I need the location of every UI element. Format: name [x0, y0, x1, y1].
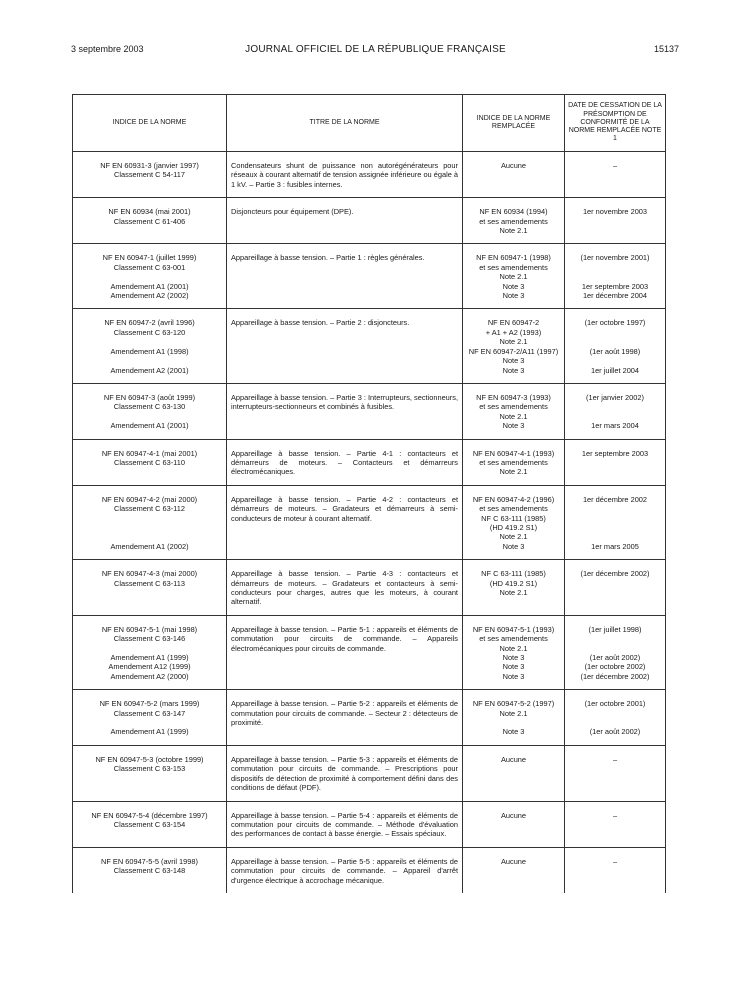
cell-date-line: (1er novembre 2001): [580, 253, 650, 263]
cell-date-line: (1er janvier 2002): [586, 392, 644, 402]
table-header-row: [73, 95, 666, 152]
cell-remplacee-line: Note 3: [502, 365, 525, 375]
cell-remplacee-line: Note 3: [502, 291, 525, 301]
cell-titre: Appareillage à basse tension. – Partie 1 : règles générales.: [227, 244, 463, 309]
column-header-date-cessation: DATE DE CESSATION DE LA PRÉSOMPTION DE CONFORMITÉ DE LA NORME REMPLACÉE NOTE 1: [565, 95, 666, 152]
cell-titre: Appareillage à basse tension. – Partie 3 : Interrupteurs, sectionneurs, interrupteurs-sectionneurs et combinés à fusibles.: [227, 383, 463, 439]
cell-date: [565, 485, 666, 559]
cell-titre: Appareillage à basse tension. – Partie 5-1 : appareils et éléments de commutation pour circuits de commande. – Appareils électromécaniques pour circuits de commande.: [227, 615, 463, 689]
cell-date-line: –: [612, 754, 618, 764]
cell-indice: [73, 560, 227, 616]
cell-remplacee-line: Note 3: [502, 356, 525, 366]
cell-indice: [73, 439, 227, 485]
cell-remplacee-line: NF EN 60947-5-2 (1997): [472, 699, 555, 709]
cell-remplacee-line: Note 3: [502, 541, 525, 551]
cell-date-line: [569, 644, 661, 653]
cell-remplacee-line: Note 2.1: [499, 411, 528, 421]
cell-remplacee-line: et ses amendements: [479, 504, 548, 514]
cell-remplacee-line: et ses amendements: [479, 457, 548, 467]
cell-titre: Appareillage à basse tension. – Partie 4-1 : contacteurs et démarreurs de moteurs. – Contacteurs et démarreurs électromécaniques.: [227, 439, 463, 485]
table-row: [73, 560, 666, 616]
cell-indice-line: NF EN 60947-5-5 (avril 1998): [101, 856, 198, 866]
cell-date-line: [569, 634, 661, 643]
table-row: [73, 485, 666, 559]
page-number: 15137: [653, 44, 679, 54]
cell-indice-line: NF EN 60947-4-3 (mai 2000): [101, 569, 198, 579]
cell-titre: Disjoncteurs pour équipement (DPE).: [227, 198, 463, 244]
cell-remplacee: [463, 244, 565, 309]
cell-indice-line: Classement C 63-130: [113, 402, 186, 412]
cell-date-line: 1er mars 2004: [591, 421, 639, 431]
cell-date-line: [569, 504, 661, 513]
cell-remplacee-line: Aucune: [500, 754, 527, 764]
cell-date-line: 1er septembre 2003: [581, 281, 649, 291]
table-row: [73, 198, 666, 244]
cell-indice-line: Amendement A1 (2001): [110, 421, 189, 431]
table-row: [73, 152, 666, 198]
cell-date-line: 1er novembre 2003: [582, 207, 648, 217]
cell-remplacee: [463, 198, 565, 244]
cell-indice: [73, 745, 227, 801]
cell-date: [565, 847, 666, 893]
cell-remplacee-line: NF C 63-111 (1985): [481, 569, 546, 579]
cell-remplacee: [463, 847, 565, 893]
cell-remplacee-line: Note 2.1: [499, 467, 528, 477]
cell-date: [565, 615, 666, 689]
cell-remplacee-line: NF EN 60947-4-2 (1996): [472, 494, 555, 504]
cell-date-line: (1er juillet 1998): [588, 624, 642, 634]
cell-date-line: (1er août 2002): [589, 727, 641, 737]
cell-remplacee-line: et ses amendements: [479, 216, 548, 226]
table-row: [73, 244, 666, 309]
cell-date-line: [569, 532, 661, 541]
cell-indice: [73, 801, 227, 847]
cell-remplacee: [463, 439, 565, 485]
cell-date: [565, 383, 666, 439]
cell-date-line: 1er septembre 2003: [581, 448, 649, 458]
cell-remplacee-line: Note 3: [502, 281, 525, 291]
cell-remplacee-line: NF EN 60947-5-1 (1993): [472, 624, 555, 634]
cell-titre: Appareillage à basse tension. – Partie 4-3 : contacteurs et démarreurs de moteurs. – Gradateurs et contacteurs à semi-conducteurs pour charges, autres que les moteurs, à courant alternatif.: [227, 560, 463, 616]
cell-indice-line: NF EN 60947-5-3 (octobre 1999): [95, 754, 204, 764]
cell-remplacee-line: Note 2.1: [499, 708, 528, 718]
cell-indice-line: Classement C 63-001: [113, 262, 186, 272]
cell-indice-line: NF EN 60947-5-1 (mai 1998): [101, 624, 198, 634]
cell-indice-line: [77, 412, 222, 421]
cell-indice-line: [77, 356, 222, 365]
cell-indice-line: [77, 337, 222, 346]
cell-indice-line: NF EN 60947-3 (août 1999): [103, 392, 196, 402]
cell-remplacee: [463, 485, 565, 559]
cell-indice-line: Classement C 63-146: [113, 634, 186, 644]
cell-titre: Appareillage à basse tension. – Partie 5-3 : appareils et éléments de commutation pour circuits de commande. – Prescriptions pour dispositifs de détection de proximité à comportement défini dans des conditions de défaut (PDF).: [227, 745, 463, 801]
cell-remplacee-line: NF EN 60947-1 (1998): [476, 253, 551, 263]
cell-indice-line: [77, 514, 222, 523]
cell-remplacee-line: Note 3: [502, 727, 525, 737]
cell-indice-line: NF EN 60947-5-4 (décembre 1997): [91, 810, 208, 820]
cell-remplacee: [463, 745, 565, 801]
table-row: [73, 309, 666, 383]
cell-indice: [73, 485, 227, 559]
cell-indice-line: NF EN 60947-1 (juillet 1999): [102, 253, 197, 263]
cell-remplacee-line: Note 2.1: [499, 272, 528, 282]
cell-date: [565, 801, 666, 847]
cell-indice-line: NF EN 60947-5-2 (mars 1999): [99, 699, 200, 709]
cell-indice-line: Amendement A2 (2001): [110, 365, 189, 375]
cell-indice-line: Amendement A1 (2001): [110, 281, 189, 291]
cell-date: [565, 745, 666, 801]
cell-remplacee-line: Note 3: [502, 671, 525, 681]
cell-indice: [73, 244, 227, 309]
cell-indice-line: Classement C 61-406: [113, 216, 186, 226]
cell-remplacee-line: Note 2.1: [499, 226, 528, 236]
cell-remplacee-line: Aucune: [500, 856, 527, 866]
cell-indice-line: Classement C 63-110: [114, 457, 185, 467]
column-header-titre: TITRE DE LA NORME: [227, 95, 463, 152]
cell-date-line: [569, 272, 661, 281]
cell-indice-line: Classement C 63-154: [113, 819, 186, 829]
cell-date-line: [569, 263, 661, 272]
table-row: [73, 745, 666, 801]
cell-remplacee: [463, 801, 565, 847]
cell-indice-line: NF EN 60934 (mai 2001): [108, 207, 191, 217]
table-row: [73, 801, 666, 847]
cell-remplacee-line: NF EN 60947-2/A11 (1997): [468, 346, 559, 356]
cell-titre: Appareillage à basse tension. – Partie 5-5 : appareils et éléments de commutation pour circuits de commande. – Appareil d'arrêt d'urgence électrique à accrochage mécanique.: [227, 847, 463, 893]
cell-titre: Condensateurs shunt de puissance non autorégénérateurs pour réseaux à courant alternatif de tension assignée inférieure ou égale à 1 kV. – Partie 3 : fusibles internes.: [227, 152, 463, 198]
cell-date-line: (1er août 1998): [589, 346, 641, 356]
cell-remplacee-line: NF EN 60947-3 (1993): [476, 392, 551, 402]
cell-remplacee: [463, 690, 565, 746]
cell-indice-line: Classement C 63-148: [113, 866, 186, 876]
standards-table: [72, 94, 666, 893]
column-header-remplacee: INDICE DE LA NORME REMPLACÉE: [463, 95, 565, 152]
cell-date-line: (1er octobre 2001): [584, 699, 646, 709]
cell-indice: [73, 198, 227, 244]
cell-remplacee-line: Note 2.1: [499, 588, 528, 597]
cell-remplacee: [463, 309, 565, 383]
cell-date-line: [569, 709, 661, 718]
cell-remplacee-line: et ses amendements: [479, 634, 548, 644]
page-header: [0, 44, 751, 58]
table-row: [73, 615, 666, 689]
table-body: [73, 152, 666, 893]
cell-indice-line: Amendement A1 (1999): [110, 727, 189, 737]
cell-date: [565, 198, 666, 244]
cell-remplacee-line: NF EN 60947-4-1 (1993): [472, 448, 555, 458]
cell-remplacee: [463, 560, 565, 616]
cell-indice-line: Classement C 63-112: [114, 504, 185, 514]
cell-indice: [73, 309, 227, 383]
cell-indice-line: NF EN 60947-4-1 (mai 2001): [101, 448, 198, 458]
cell-indice: [73, 383, 227, 439]
cell-remplacee-line: Note 3: [502, 662, 525, 672]
cell-date-line: [569, 514, 661, 523]
cell-remplacee-line: Note 3: [502, 653, 525, 663]
cell-remplacee-line: [467, 718, 560, 727]
cell-indice-line: Amendement A2 (2000): [110, 671, 189, 681]
cell-date-line: [569, 402, 661, 411]
cell-remplacee: [463, 615, 565, 689]
cell-date-line: [569, 523, 661, 532]
cell-date-line: (1er décembre 2002): [580, 671, 650, 681]
cell-date-line: [569, 328, 661, 337]
cell-remplacee-line: Note 2.1: [499, 532, 528, 542]
cell-date-line: [569, 718, 661, 727]
cell-indice-line: NF EN 60947-2 (avril 1996): [104, 318, 195, 328]
cell-remplacee-line: et ses amendements: [479, 262, 548, 272]
cell-date-line: 1er décembre 2004: [582, 291, 648, 301]
cell-date-line: [569, 356, 661, 365]
cell-remplacee-line: Aucune: [500, 161, 527, 170]
cell-date-line: 1er décembre 2002: [582, 494, 648, 504]
cell-date-line: –: [612, 161, 618, 170]
cell-indice-line: Amendement A1 (1998): [110, 346, 189, 356]
cell-date-line: 1er juillet 2004: [590, 365, 640, 375]
cell-indice: [73, 847, 227, 893]
cell-date-line: –: [612, 810, 618, 820]
cell-date: [565, 690, 666, 746]
cell-remplacee-line: NF EN 60947-2: [487, 318, 540, 328]
table-row: [73, 847, 666, 893]
table-row: [73, 439, 666, 485]
cell-date: [565, 309, 666, 383]
cell-indice-line: [77, 718, 222, 727]
cell-remplacee-line: Note 3: [502, 421, 525, 431]
cell-remplacee-line: NF C 63-111 (1985): [481, 513, 546, 523]
journal-title: JOURNAL OFFICIEL DE LA RÉPUBLIQUE FRANÇAISE: [245, 44, 506, 55]
cell-indice-line: Amendement A1 (2002): [110, 541, 189, 551]
cell-indice: [73, 152, 227, 198]
cell-remplacee-line: Note 2.1: [499, 337, 528, 347]
cell-indice: [73, 615, 227, 689]
cell-indice-line: [77, 272, 222, 281]
cell-remplacee: [463, 152, 565, 198]
cell-titre: Appareillage à basse tension. – Partie 2 : disjoncteurs.: [227, 309, 463, 383]
cell-remplacee-line: (HD 419.2 S1): [489, 522, 538, 532]
cell-remplacee-line: + A1 + A2 (1993): [485, 327, 542, 337]
cell-indice-line: Classement C 54-117: [114, 170, 185, 180]
cell-date-line: [569, 412, 661, 421]
cell-indice-line: Classement C 63-153: [113, 764, 186, 774]
cell-date-line: –: [612, 856, 618, 866]
cell-titre: Appareillage à basse tension. – Partie 4-2 : contacteurs et démarreurs de moteurs. – Gradateurs et démarreurs à semi-conducteurs de moteur à courant alternatif.: [227, 485, 463, 559]
cell-date-line: (1er décembre 2002): [580, 569, 650, 579]
cell-date: [565, 439, 666, 485]
cell-titre: Appareillage à basse tension. – Partie 5-4 : appareils et éléments de commutation pour circuits de commande. – Méthode d'évaluation des performances de contact à basse énergie. – Essais spéciaux.: [227, 801, 463, 847]
cell-date-line: (1er octobre 1997): [584, 318, 646, 328]
cell-titre: Appareillage à basse tension. – Partie 5-2 : appareils et éléments de commutation pour circuits de commande. – Secteur 2 : détecteurs de proximité.: [227, 690, 463, 746]
publication-date: 3 septembre 2003: [71, 44, 144, 54]
cell-indice-line: Amendement A2 (2002): [110, 291, 189, 301]
cell-date: [565, 152, 666, 198]
cell-indice-line: Amendement A12 (1999): [108, 662, 191, 672]
cell-date-line: 1er mars 2005: [591, 541, 639, 551]
cell-indice-line: Classement C 63-113: [114, 578, 185, 588]
cell-date-line: (1er octobre 2002): [584, 662, 646, 672]
cell-date-line: [569, 337, 661, 346]
cell-indice-line: [77, 532, 222, 541]
cell-remplacee: [463, 383, 565, 439]
cell-date: [565, 560, 666, 616]
cell-indice-line: NF EN 60931-3 (janvier 1997): [100, 161, 199, 170]
cell-remplacee-line: Note 2.1: [499, 643, 528, 653]
cell-date: [565, 244, 666, 309]
table-row: [73, 383, 666, 439]
table-row: [73, 690, 666, 746]
cell-remplacee-line: NF EN 60934 (1994): [479, 207, 548, 217]
cell-date-line: (1er août 2002): [589, 653, 641, 663]
cell-indice-line: Amendement A1 (1999): [110, 653, 189, 663]
cell-indice-line: Classement C 63-120: [113, 327, 186, 337]
cell-indice-line: [77, 644, 222, 653]
cell-remplacee-line: Aucune: [500, 810, 527, 820]
cell-indice: [73, 690, 227, 746]
cell-indice-line: NF EN 60947-4-2 (mai 2000): [101, 494, 198, 504]
column-header-indice: INDICE DE LA NORME: [73, 95, 227, 152]
cell-remplacee-line: et ses amendements: [479, 402, 548, 412]
cell-remplacee-line: (HD 419.2 S1): [489, 578, 538, 588]
cell-indice-line: Classement C 63-147: [113, 708, 186, 718]
cell-indice-line: [77, 523, 222, 532]
